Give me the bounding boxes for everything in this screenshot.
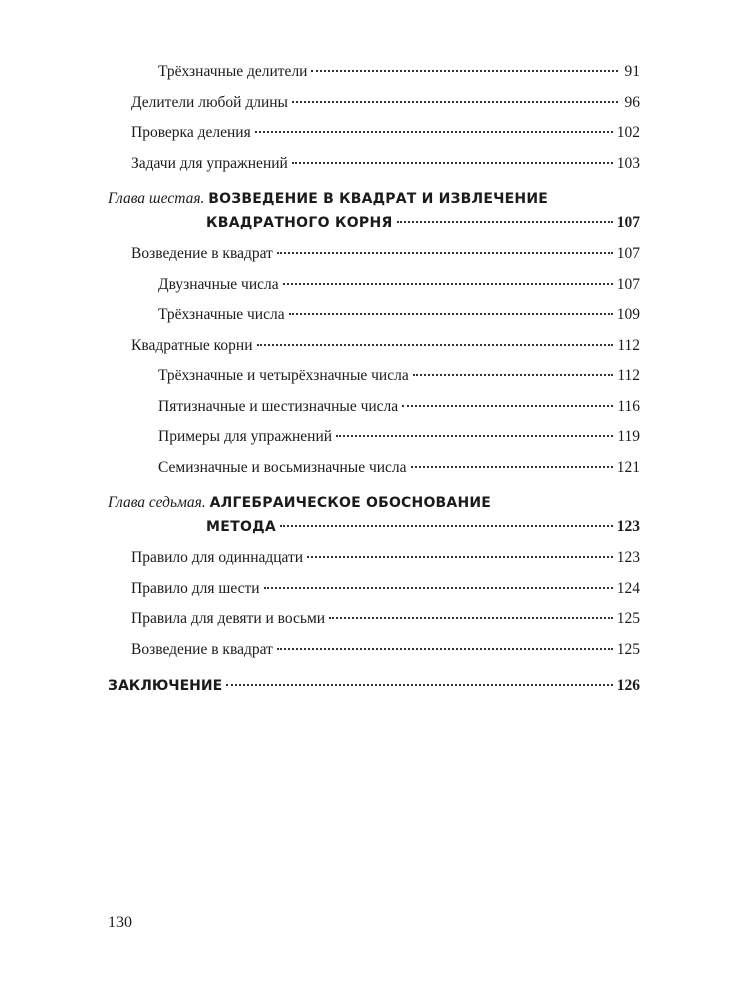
conclusion-title: ЗАКЛЮЧЕНИЕ	[108, 678, 223, 694]
toc-entry	[108, 270, 640, 301]
chapter-page: 123	[616, 518, 640, 535]
dot-leader	[292, 161, 613, 164]
toc-entry-title: Трёхзначные делители	[158, 63, 308, 80]
toc-entry-page: 107	[616, 275, 640, 293]
toc-entry-title: Примеры для упражнений	[158, 428, 333, 445]
dot-leader	[413, 373, 614, 376]
toc-entry	[108, 57, 640, 88]
toc-entry	[108, 331, 640, 362]
toc-entry	[108, 422, 640, 453]
dot-leader	[283, 282, 613, 285]
dot-leader	[226, 683, 613, 686]
toc-entry-title: Правило для шести	[131, 579, 260, 597]
dot-leader	[257, 343, 614, 346]
toc-entry-title: Возведение в квадрат	[131, 640, 273, 658]
toc-entry-page: 123	[616, 549, 640, 566]
dot-leader	[336, 434, 613, 437]
chapter-title-line1: ВОЗВЕДЕНИЕ В КВАДРАТ И ИЗВЛЕЧЕНИЕ	[208, 191, 549, 207]
toc-entry-title: Делители любой длины	[131, 93, 288, 111]
toc-entry	[108, 635, 640, 666]
toc-entry-page: 125	[616, 610, 640, 627]
chapter-title-line2: КВАДРАТНОГО КОРНЯ	[206, 215, 393, 231]
toc-entry	[108, 361, 640, 392]
dot-leader	[307, 555, 613, 558]
toc-entry-page: 112	[617, 367, 640, 384]
page-number: 130	[108, 914, 132, 931]
toc-entry-title: Задачи для упражнений	[131, 154, 288, 172]
toc-entry	[108, 574, 640, 605]
toc-entry	[108, 392, 640, 423]
dot-leader	[277, 647, 613, 650]
chapter-prefix: Глава седьмая.	[108, 494, 206, 511]
toc-entry	[108, 239, 640, 270]
toc-entry-page: 103	[616, 154, 640, 172]
toc-entry-title: Двузначные числа	[158, 275, 279, 293]
toc-entry-title: Квадратные корни	[131, 336, 253, 354]
toc-entry-title: Возведение в квадрат	[131, 245, 273, 262]
toc-entry-title: Правило для одиннадцати	[131, 549, 304, 566]
dot-leader	[264, 586, 613, 589]
dot-leader	[277, 251, 613, 254]
chapter-heading-6	[108, 187, 640, 235]
toc-entry	[108, 118, 640, 149]
toc-entry	[108, 453, 640, 484]
dot-leader	[311, 69, 618, 72]
toc-entry-title: Проверка деления	[131, 124, 251, 141]
toc-entry	[108, 300, 640, 331]
toc-entry-title: Трёхзначные и четырёхзначные числа	[158, 367, 409, 384]
toc-entry-page: 102	[616, 124, 640, 141]
chapter-page: 107	[616, 214, 640, 231]
toc-entry	[108, 88, 640, 119]
toc-entry-page: 124	[616, 579, 640, 597]
dot-leader	[402, 404, 613, 407]
chapter-heading-7	[108, 491, 640, 539]
toc-entry-page: 121	[616, 458, 640, 476]
toc-entry	[108, 543, 640, 574]
dot-leader	[329, 616, 613, 619]
toc-conclusion	[108, 671, 640, 702]
toc-entry	[108, 149, 640, 180]
dot-leader	[289, 312, 613, 315]
toc-entry-page: 96	[624, 93, 640, 111]
table-of-contents	[108, 57, 640, 702]
toc-entry-title: Трёхзначные числа	[158, 306, 285, 323]
conclusion-page: 126	[616, 677, 640, 694]
toc-entry-page: 91	[624, 63, 640, 80]
toc-entry-page: 116	[617, 397, 640, 415]
toc-entry-title: Пятизначные и шестизначные числа	[158, 397, 399, 415]
dot-leader	[411, 465, 613, 468]
dot-leader	[292, 100, 618, 103]
toc-entry-page: 112	[617, 336, 640, 354]
toc-entry	[108, 604, 640, 635]
chapter-title-line2: МЕТОДА	[206, 519, 277, 535]
chapter-title-line1: АЛГЕБРАИЧЕСКОЕ ОБОСНОВАНИЕ	[209, 495, 492, 511]
dot-leader	[255, 130, 613, 133]
toc-entry-page: 109	[616, 306, 640, 323]
toc-entry-page: 125	[616, 640, 640, 658]
toc-entry-page: 107	[616, 245, 640, 262]
toc-entry-title: Правила для девяти и восьми	[131, 610, 326, 627]
dot-leader	[280, 524, 613, 527]
toc-entry-title: Семизначные и восьмизначные числа	[158, 458, 407, 476]
toc-entry-page: 119	[617, 428, 640, 445]
chapter-prefix: Глава шестая.	[108, 190, 205, 207]
dot-leader	[397, 220, 613, 223]
